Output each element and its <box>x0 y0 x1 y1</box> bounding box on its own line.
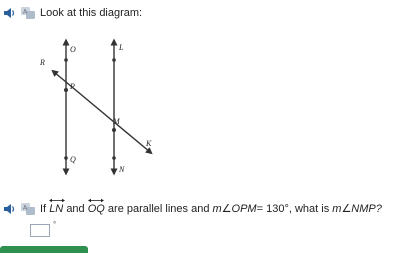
degree-unit: ° <box>53 220 57 229</box>
label-p: P <box>70 82 75 91</box>
question-text: If LN and OQ are parallel lines and m∠OPM= 130°, what is m∠NMP? <box>40 202 382 216</box>
label-q: Q <box>70 155 76 164</box>
line-oq-notation: OQ <box>88 202 105 216</box>
point-n <box>112 156 116 160</box>
prompt-text: Look at this diagram: <box>40 7 143 19</box>
point-m <box>112 128 116 132</box>
label-k: K <box>146 139 152 148</box>
label-o: O <box>70 45 76 54</box>
svg-text:A: A <box>23 8 28 16</box>
answer-input[interactable] <box>30 224 50 237</box>
label-r: R <box>40 58 45 67</box>
point-p <box>64 88 68 92</box>
line-ln-notation: LN <box>49 202 63 216</box>
line-overarrow-icon <box>49 198 65 203</box>
check-button-bar[interactable] <box>0 246 88 253</box>
label-l: L <box>119 43 124 52</box>
translate-icon[interactable] <box>20 202 36 216</box>
point-l <box>112 58 116 62</box>
speaker-icon[interactable] <box>2 202 16 216</box>
question-row <box>2 202 382 216</box>
point-q <box>64 156 68 160</box>
label-n: N <box>119 165 125 174</box>
transversal-rk <box>54 72 150 152</box>
point-o <box>64 58 68 62</box>
svg-text:A: A <box>23 204 28 212</box>
line-overarrow-icon <box>88 198 104 203</box>
label-m: M <box>113 117 120 126</box>
